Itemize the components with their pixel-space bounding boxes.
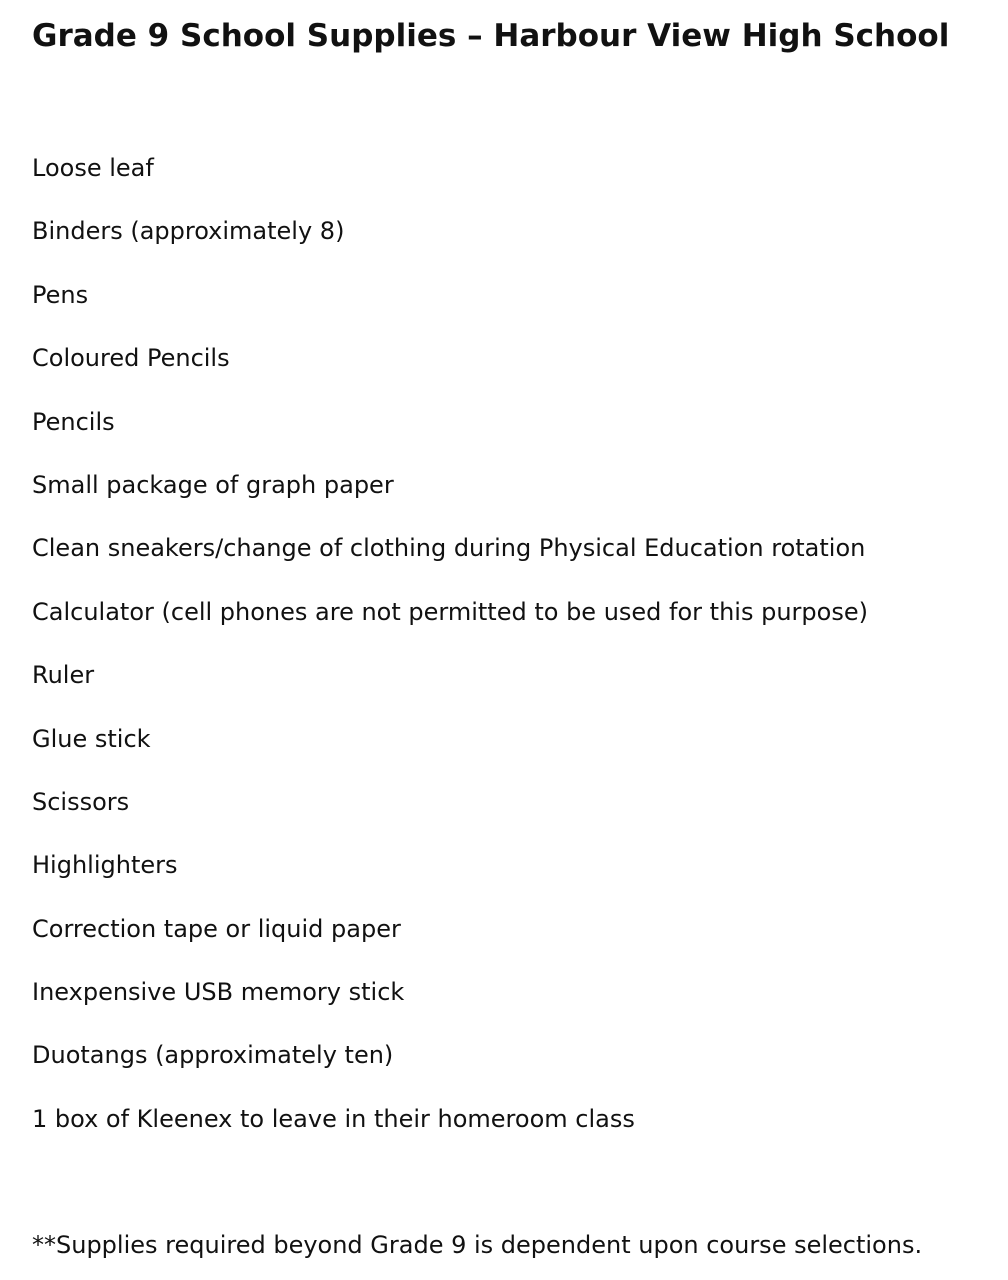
list-item: Clean sneakers/change of clothing during Physical Education rotation (32, 534, 866, 563)
page-title: Grade 9 School Supplies – Harbour View High School (32, 18, 950, 54)
list-item: Correction tape or liquid paper (32, 914, 401, 943)
list-item: Loose leaf (32, 154, 154, 182)
list-item: Scissors (32, 787, 130, 816)
list-item: Inexpensive USB memory stick (32, 978, 405, 1007)
list-item: Small package of graph paper (32, 470, 394, 499)
list-item: Highlighters (32, 851, 178, 880)
list-item: 1 box of Kleenex to leave in their homeroom class (32, 1104, 635, 1133)
supply-list (32, 148, 868, 1162)
list-item: Ruler (32, 661, 95, 690)
list-item: Calculator (cell phones are not permitted to be used for this purpose) (32, 597, 868, 626)
footnote: **Supplies required beyond Grade 9 is dependent upon course selections. (32, 1231, 923, 1259)
list-item: Pens (32, 280, 89, 309)
list-item: Pencils (32, 407, 115, 436)
list-item: Duotangs (approximately ten) (32, 1041, 394, 1070)
list-item: Coloured Pencils (32, 344, 230, 373)
list-item: Binders (approximately 8) (32, 217, 345, 246)
list-item: Glue stick (32, 724, 151, 753)
